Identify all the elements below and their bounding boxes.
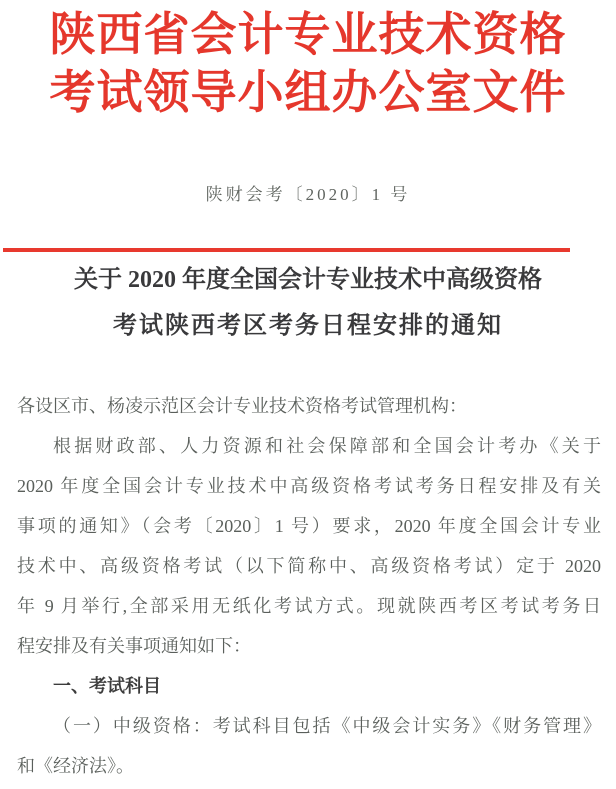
document-body (17, 386, 601, 786)
title-line2: 考试陕西考区考务日程安排的通知 (113, 313, 503, 339)
salutation-line: 各设区市、杨凌示范区会计专业技术资格考试管理机构： (17, 396, 467, 416)
red-divider-line (3, 248, 570, 252)
body-line: 和《经济法》。 (17, 756, 134, 776)
body-line: 年 9 月举行,全部采用无纸化考试方式。现就陕西考区考试考务日 (17, 596, 601, 616)
body-line: （一）中级资格：考试科目包括《中级会计实务》《财务管理》 (53, 716, 601, 736)
letterhead-line2: 考试领导小组办公室文件 (49, 67, 567, 118)
body-line: 根据财政部、人力资源和社会保障部和全国会计考办《关于 (53, 436, 601, 456)
letterhead (0, 0, 616, 122)
body-line: 程安排及有关事项通知如下： (17, 636, 251, 656)
letterhead-line1: 陕西省会计专业技术资格 (49, 9, 567, 60)
document-title (0, 257, 616, 349)
document-number: 陕财会考〔2020〕1 号 (205, 185, 411, 204)
title-line1: 关于 2020 年度全国会计专业技术中高级资格 (74, 267, 542, 293)
body-line: 2020 年度全国会计专业技术中高级资格考试考务日程安排及有关 (17, 476, 601, 496)
body-line: 事项的通知》（会考〔2020〕1 号）要求，2020 年度全国会计专业 (17, 516, 601, 536)
section-heading: 一、考试科目 (53, 676, 161, 696)
body-line: 技术中、高级资格考试（以下简称中、高级资格考试）定于 2020 (17, 556, 601, 576)
